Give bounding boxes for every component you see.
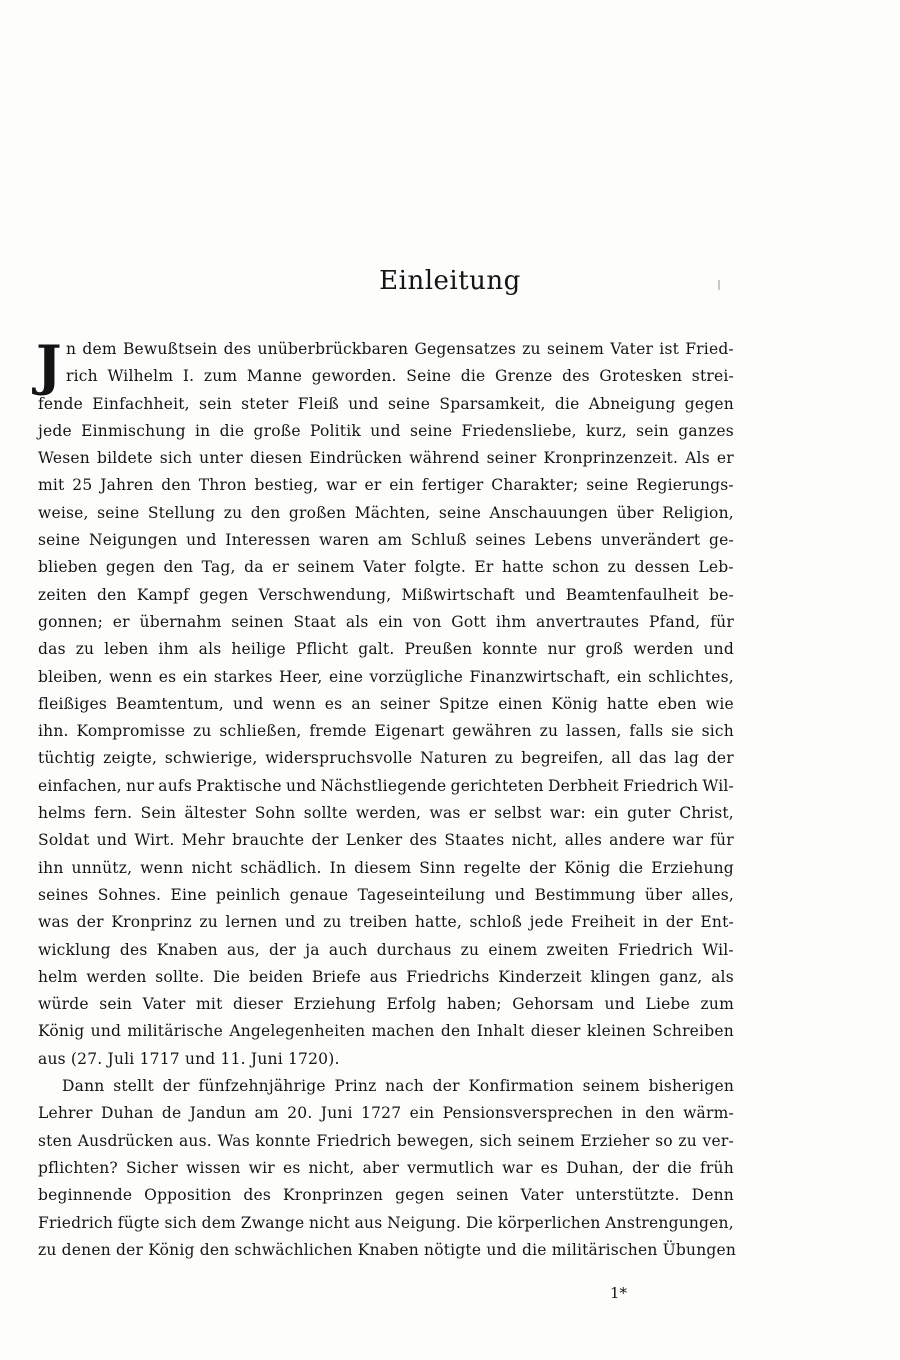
text-line: Soldat und Wirt. Mehr brauchte der Lenker des Staates nicht, alles andere war für: [38, 831, 734, 850]
text-line: zeiten den Kampf gegen Verschwendung, Mißwirtschaft und Beamtenfaulheit be-: [38, 585, 734, 604]
paragraph-2: [38, 1073, 737, 1264]
text-line: ihn. Kompromisse zu schließen, fremde Eigenart gewähren zu lassen, falls sie sich: [38, 722, 734, 741]
text-line: helms fern. Sein ältester Sohn sollte werden, was er selbst war: ein guter Christ,: [38, 804, 734, 823]
text-line: würde sein Vater mit dieser Erziehung Erfolg haben; Gehorsam und Liebe zum: [38, 995, 734, 1014]
text-line: ihn unnütz, wenn nicht schädlich. In diesem Sinn regelte der König die Erziehung: [38, 858, 734, 877]
text-line: beginnende Opposition des Kronprinzen gegen seinen Vater unterstützte. Denn: [38, 1186, 734, 1205]
body-text: [36, 333, 737, 1264]
chapter-title: Einleitung: [379, 266, 521, 296]
text-line: rich Wilhelm I. zum Manne geworden. Seine die Grenze des Grotesken strei-: [66, 367, 734, 386]
text-line: was der Kronprinz zu lernen und zu treiben hatte, schloß jede Freiheit in der Ent-: [38, 913, 734, 932]
text-line: einfachen, nur aufs Praktische und Nächstliegende gerichteten Derbheit Friedrich Wil-: [38, 776, 734, 795]
text-line: jede Einmischung in die große Politik und seine Friedensliebe, kurz, sein ganzes: [38, 421, 734, 440]
text-line: gonnen; er übernahm seinen Staat als ein von Gott ihm anvertrautes Pfand, für: [38, 612, 734, 631]
text-line: bleiben, wenn es ein starkes Heer, eine vorzügliche Finanzwirtschaft, ein schlichtes,: [38, 667, 734, 686]
text-line: blieben gegen den Tag, da er seinem Vater folgte. Er hatte schon zu dessen Leb-: [38, 558, 734, 577]
text-line: mit 25 Jahren den Thron bestieg, war er ein fertiger Charakter; seine Regierungs-: [38, 476, 734, 495]
text-line: weise, seine Stellung zu den großen Mächten, seine Anschauungen über Religion,: [38, 503, 734, 522]
drop-initial: J: [36, 333, 62, 397]
page-number: 1*: [610, 1284, 628, 1302]
text-line: seines Sohnes. Eine peinlich genaue Tageseinteilung und Bestimmung über alles,: [38, 885, 734, 904]
text-line: fende Einfachheit, sein steter Fleiß und seine Sparsamkeit, die Abneigung gegen: [38, 394, 734, 413]
text-line: Dann stellt der fünfzehnjährige Prinz nach der Konfirmation seinem bisherigen: [62, 1077, 734, 1096]
text-line: tüchtig zeigte, schwierige, widerspruchsvolle Naturen zu begreifen, all das lag der: [38, 749, 734, 768]
text-line: König und militärische Angelegenheiten machen den Inhalt dieser kleinen Schreiben: [38, 1022, 734, 1041]
margin-mark: [718, 280, 720, 290]
text-line: helm werden sollte. Die beiden Briefe aus Friedrichs Kinderzeit klingen ganz, als: [38, 967, 734, 986]
text-line: aus (27. Juli 1717 und 11. Juni 1720).: [38, 1049, 340, 1068]
paragraph-1: [36, 333, 734, 1073]
text-line: das zu leben ihm als heilige Pflicht galt. Preußen konnte nur groß werden und: [38, 640, 734, 659]
text-line: sten Ausdrücken aus. Was konnte Friedrich bewegen, sich seinem Erzieher so zu ver-: [38, 1131, 734, 1150]
text-line: wicklung des Knaben aus, der ja auch durchaus zu einem zweiten Friedrich Wil-: [38, 940, 734, 959]
text-line: Lehrer Duhan de Jandun am 20. Juni 1727 ein Pensionsversprechen in den wärm-: [38, 1104, 734, 1123]
text-line: n dem Bewußtsein des unüberbrückbaren Gegensatzes zu seinem Vater ist Fried-: [66, 340, 734, 358]
text-line: Wesen bildete sich unter diesen Eindrücken während seiner Kronprinzenzeit. Als er: [38, 449, 734, 468]
text-line: Friedrich fügte sich dem Zwange nicht aus Neigung. Die körperlichen Anstrengungen,: [38, 1213, 734, 1232]
text-line: seine Neigungen und Interessen waren am Schluß seines Lebens unverändert ge-: [38, 531, 734, 550]
text-line: zu denen der König den schwächlichen Knaben nötigte und die militärischen Übungen: [38, 1240, 737, 1259]
text-line: fleißiges Beamtentum, und wenn es an seiner Spitze einen König hatte eben wie: [38, 694, 734, 713]
text-line: pflichten? Sicher wissen wir es nicht, aber vermutlich war es Duhan, der die früh: [38, 1158, 734, 1177]
